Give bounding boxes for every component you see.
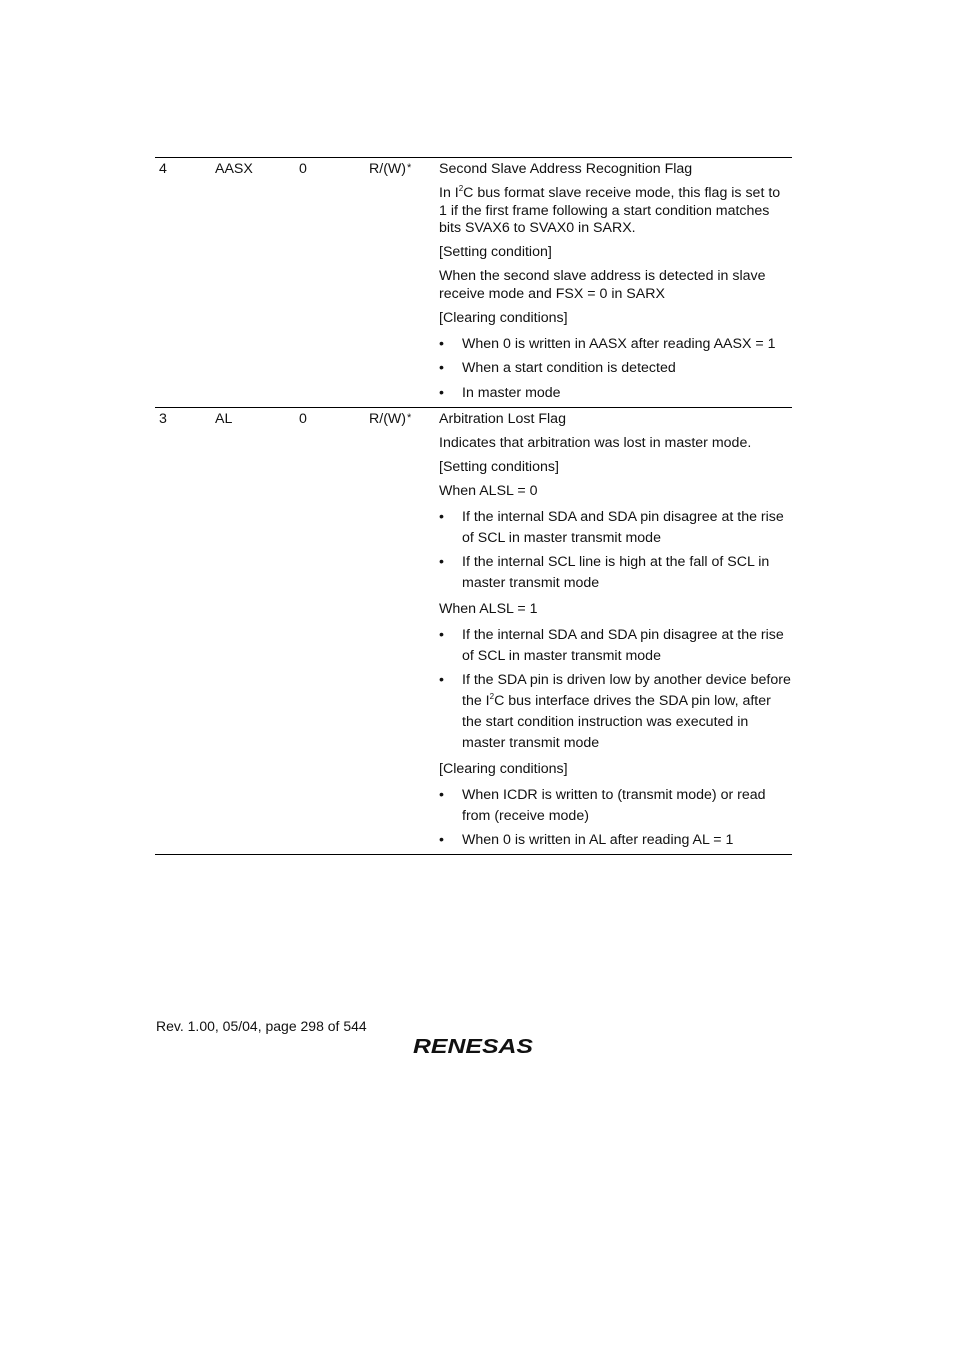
bit-number: 4	[159, 161, 167, 177]
flag-title: Second Slave Address Recognition Flag	[439, 161, 693, 177]
description	[439, 408, 791, 855]
description-text: Indicates that arbitration was lost in master mode.	[439, 434, 752, 451]
table-row	[155, 407, 792, 855]
alsl0-label: When ALSL = 0	[439, 482, 538, 499]
rw-note-mark: *	[407, 162, 412, 174]
bit-number: 3	[159, 410, 167, 427]
flag-title: Arbitration Lost Flag	[439, 410, 566, 427]
rw-text: R/(W)	[369, 161, 407, 177]
svg-text:RENESAS: RENESAS	[413, 1036, 534, 1057]
list-item: • If the SDA pin is driven low by another device before the $I^2C$ bus interface drives the SDA pin low, after the start condition instruction was executed in master transmit mode	[439, 672, 791, 751]
list-item: • If the internal SCL line is high at the fall of SCL in master transmit mode	[439, 554, 770, 591]
read-write	[369, 161, 411, 177]
list-item: • In master mode	[439, 384, 561, 401]
read-write	[369, 411, 411, 427]
setting-heading: [Setting conditions]	[439, 458, 559, 475]
clearing-list	[439, 334, 791, 404]
list-item: • When a start condition is detected	[439, 360, 676, 376]
alsl1-label: When ALSL = 1	[439, 600, 538, 617]
rw-note-mark: *	[407, 411, 412, 424]
rw-text: R/(W)	[369, 410, 407, 427]
page-footer: Rev. 1.00, 05/04, page 298 of 544	[156, 1018, 367, 1034]
register-bit-table	[155, 157, 792, 855]
clearing-heading: [Clearing conditions]	[439, 760, 568, 777]
list-item: • When ICDR is written to (transmit mode) or read from (receive mode)	[439, 786, 766, 824]
description-text: In $I^2C$ bus format slave receive mode, this flag is set to 1 if the first frame following a start condition matches bits SVAX6 to SVAX0 in SARX.	[439, 184, 781, 236]
initial-value: 0	[299, 410, 307, 427]
list-item: • If the internal SDA and SDA pin disagree at the rise of SCL in master transmit mode	[439, 508, 784, 546]
description	[439, 158, 791, 407]
clearing-heading: [Clearing conditions]	[439, 309, 568, 326]
table-row	[155, 158, 792, 407]
setting-text: When the second slave address is detected in slave receive mode and FSX = 0 in SARX	[439, 268, 766, 302]
initial-value: 0	[299, 161, 307, 177]
list-item: • When 0 is written in AASX after reading AASX = 1	[439, 335, 776, 352]
alsl1-list	[439, 625, 791, 755]
list-item: • When 0 is written in AL after reading AL = 1	[439, 832, 734, 848]
setting-heading: [Setting condition]	[439, 244, 552, 260]
renesas-logo	[413, 1035, 534, 1057]
alsl0-list	[439, 507, 791, 595]
bit-name: AL	[215, 410, 233, 427]
clearing-list	[439, 785, 791, 852]
bit-name: AASX	[215, 161, 253, 177]
list-item: • If the internal SDA and SDA pin disagree at the rise of SCL in master transmit mode	[439, 626, 784, 664]
